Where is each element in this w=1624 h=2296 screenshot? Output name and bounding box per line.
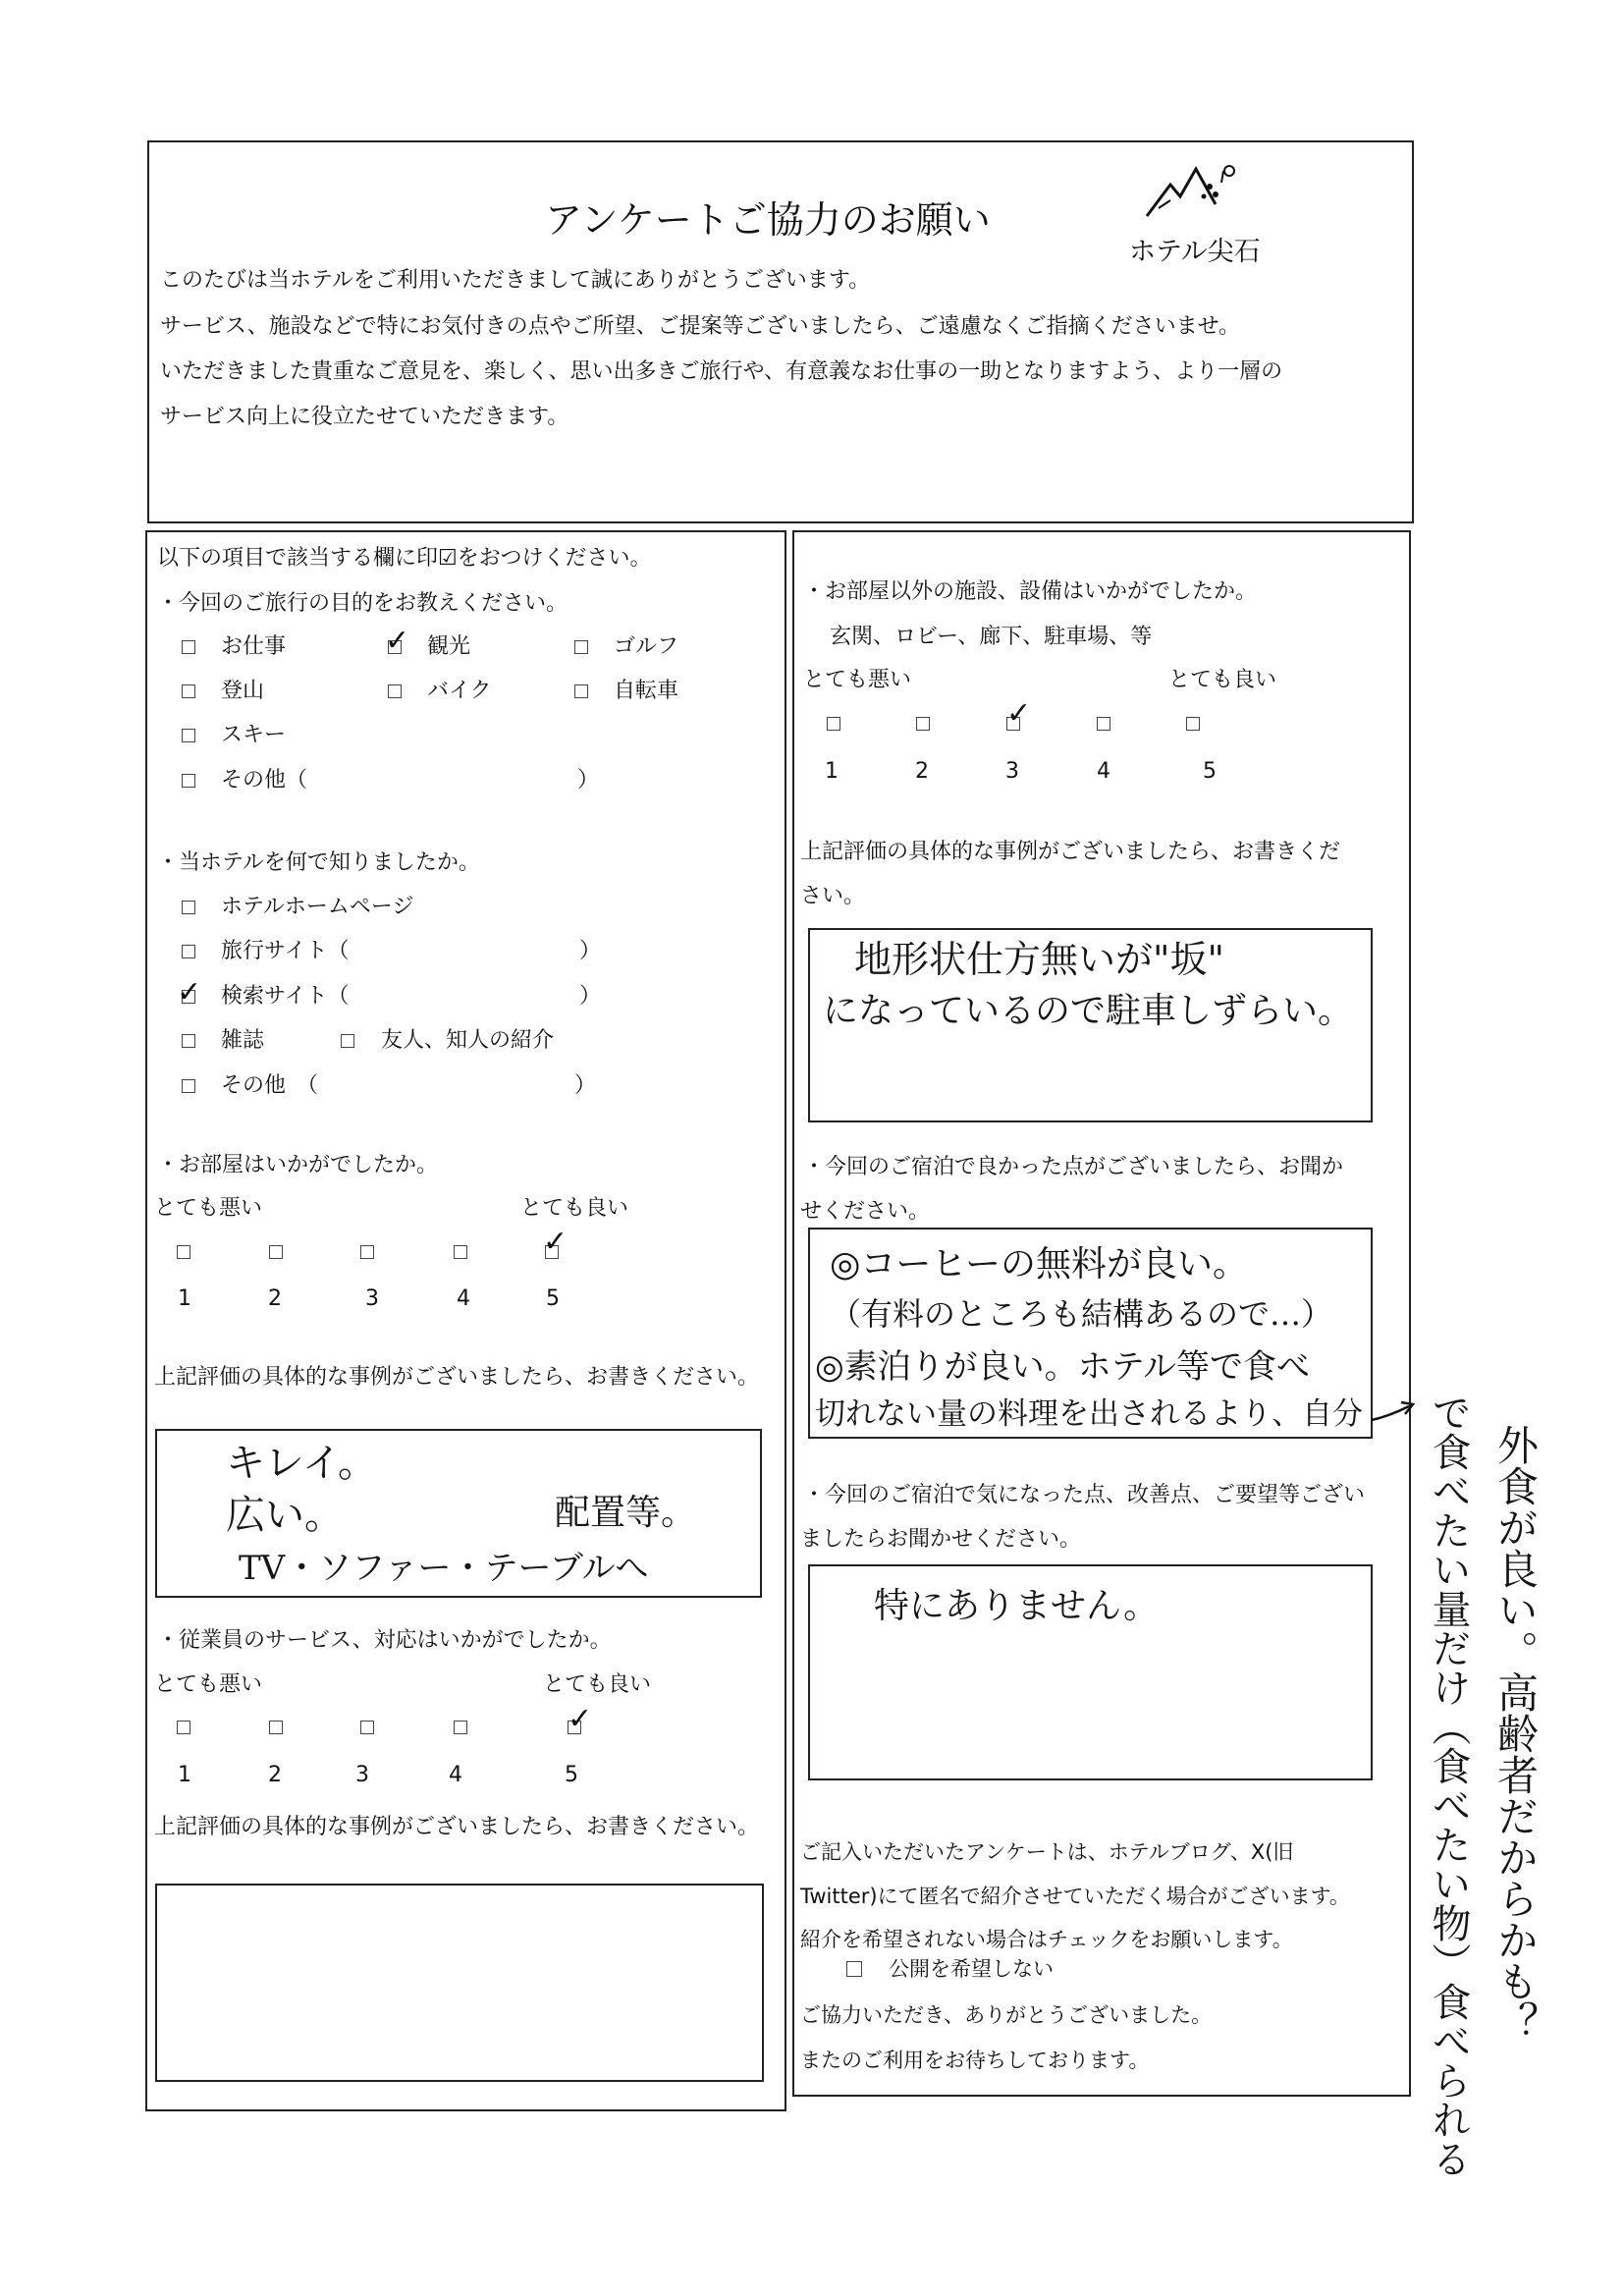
facility-examples: 玄関、ロビー、廊下、駐車場、等 bbox=[830, 625, 1153, 649]
notice-line-3: 紹介を希望されない場合はチェックをお願いします。 bbox=[800, 1928, 1293, 1951]
option-climbing: 登山 bbox=[221, 679, 265, 703]
facility-comment-line-2: になっているので駐車しずらい。 bbox=[823, 991, 1354, 1031]
option-ski: スキー bbox=[221, 723, 287, 747]
good-points-prompt-1: ・今回のご宿泊で良かった点がございましたら、お聞か bbox=[803, 1155, 1344, 1179]
intro-line-1: このたびは当ホテルをご利用いただきまして誠にありがとうございます。 bbox=[160, 268, 871, 293]
room-detail-prompt: 上記評価の具体的な事例がございましたら、お書きください。 bbox=[154, 1365, 760, 1390]
concern-prompt-2: ましたらお聞かせください。 bbox=[800, 1527, 1082, 1552]
facility-scale-5: 5 bbox=[1203, 759, 1217, 784]
facility-detail-prompt-2: さい。 bbox=[800, 884, 866, 908]
staff-scale-2: 2 bbox=[268, 1763, 282, 1787]
option-homepage: ホテルホームページ bbox=[221, 895, 414, 919]
concern-prompt-1: ・今回のご宿泊で気になった点、改善点、ご要望等ござい bbox=[803, 1483, 1366, 1507]
logo-text: ホテル尖石 bbox=[1129, 237, 1261, 267]
checkbox-source-other[interactable] bbox=[182, 1079, 195, 1093]
option-friend: 友人、知人の紹介 bbox=[381, 1028, 555, 1053]
facility-comment-line-1: 地形状仕方無いが"坂" bbox=[854, 938, 1224, 981]
option-magazine: 雑誌 bbox=[221, 1028, 265, 1053]
checkbox-purpose-other[interactable] bbox=[182, 774, 195, 788]
staff-checkbox-1[interactable] bbox=[177, 1721, 190, 1734]
option-bike: バイク bbox=[427, 679, 492, 703]
facility-checkbox-1[interactable] bbox=[827, 717, 840, 731]
option-search-site: 検索サイト（ bbox=[221, 984, 350, 1009]
checkbox-golf[interactable] bbox=[574, 640, 588, 654]
option-source-other-close: ） bbox=[574, 1073, 597, 1098]
facility-check-3-icon: ✓ bbox=[1006, 696, 1032, 731]
checkbox-magazine[interactable] bbox=[182, 1034, 195, 1048]
facility-high-label: とても良い bbox=[1168, 668, 1277, 692]
notice-line-1: ご記入いただいたアンケートは、ホテルブログ、X(旧 bbox=[800, 1840, 1294, 1864]
room-checkbox-2[interactable] bbox=[269, 1245, 283, 1259]
hotel-logo bbox=[1119, 157, 1276, 270]
staff-check-5-icon: ✓ bbox=[568, 1702, 593, 1736]
margin-note-column-2: 外食が良い。高齢者だからかも？ bbox=[1491, 1424, 1540, 2043]
staff-question: ・従業員のサービス、対応はいかがでしたか。 bbox=[157, 1628, 612, 1653]
facility-scale-1: 1 bbox=[825, 759, 839, 784]
thanks-line-1: ご協力いただき、ありがとうございました。 bbox=[800, 2003, 1213, 2027]
good-points-line-3: ◎素泊りが良い。ホテル等で食べ bbox=[815, 1347, 1310, 1387]
checkbox-bicycle[interactable] bbox=[574, 684, 588, 698]
staff-checkbox-2[interactable] bbox=[269, 1721, 283, 1734]
room-checkbox-4[interactable] bbox=[454, 1245, 467, 1259]
thanks-line-2: またのご利用をお待ちしております。 bbox=[800, 2049, 1150, 2072]
checkbox-ski[interactable] bbox=[182, 729, 195, 742]
facility-checkbox-2[interactable] bbox=[916, 717, 930, 731]
facility-scale-4: 4 bbox=[1097, 759, 1110, 784]
check-search-site-icon: ✓ bbox=[177, 975, 202, 1010]
facility-scale-3: 3 bbox=[1005, 759, 1019, 784]
intro-line-3: いただきました貴重なご意見を、楽しく、思い出多きご旅行や、有意義なお仕事の一助となりますよう、より一層の bbox=[160, 359, 1283, 384]
option-sightseeing: 観光 bbox=[427, 634, 471, 659]
staff-scale-5: 5 bbox=[565, 1763, 578, 1787]
room-scale-3: 3 bbox=[365, 1286, 379, 1311]
room-check-5-icon: ✓ bbox=[543, 1225, 568, 1259]
room-low-label: とても悪い bbox=[154, 1196, 263, 1221]
checkbox-friend[interactable] bbox=[341, 1034, 354, 1048]
checkbox-homepage[interactable] bbox=[182, 901, 195, 914]
good-points-prompt-2: せください。 bbox=[800, 1199, 931, 1224]
margin-note-column-1: で食べたい量だけ（食べたい物）食べられる bbox=[1426, 1393, 1471, 2178]
facility-checkbox-5[interactable] bbox=[1186, 717, 1200, 731]
facility-checkbox-4[interactable] bbox=[1097, 717, 1110, 731]
opt-out-checkbox[interactable] bbox=[846, 1961, 862, 1977]
room-comment-line-1: キレイ。 bbox=[226, 1441, 377, 1486]
opt-out-label: 公開を希望しない bbox=[889, 1957, 1054, 1981]
option-purpose-other-close: ） bbox=[577, 768, 600, 793]
intro-line-4: サービス向上に役立たせていただきます。 bbox=[160, 405, 569, 429]
room-scale-5: 5 bbox=[546, 1286, 560, 1311]
check-sightseeing-icon: ✓ bbox=[385, 624, 410, 658]
page-title: アンケートご協力のお願い bbox=[545, 198, 991, 242]
room-question: ・お部屋はいかがでしたか。 bbox=[157, 1153, 439, 1177]
option-travel-site: 旅行サイト（ bbox=[221, 939, 350, 963]
checkbox-climbing[interactable] bbox=[182, 684, 195, 698]
good-points-line-2: （有料のところも結構あるので…） bbox=[830, 1295, 1333, 1333]
purpose-question: ・今回のご旅行の目的をお教えください。 bbox=[157, 591, 568, 616]
room-comment-line-4: TV・ソファー・テーブルへ bbox=[239, 1549, 649, 1588]
good-points-line-4: 切れない量の料理を出されるより、自分 bbox=[815, 1396, 1363, 1432]
arrow-icon bbox=[1370, 1394, 1429, 1434]
checkbox-business[interactable] bbox=[182, 640, 195, 654]
concern-comment: 特にありません。 bbox=[874, 1586, 1160, 1626]
room-scale-1: 1 bbox=[178, 1286, 191, 1311]
room-checkbox-1[interactable] bbox=[177, 1245, 190, 1259]
option-source-other: その他 （ bbox=[221, 1073, 319, 1098]
staff-checkbox-3[interactable] bbox=[360, 1721, 374, 1734]
staff-detail-prompt: 上記評価の具体的な事例がございましたら、お書きください。 bbox=[154, 1815, 760, 1839]
mountain-logo-icon bbox=[1119, 157, 1276, 236]
option-golf: ゴルフ bbox=[614, 634, 679, 659]
staff-low-label: とても悪い bbox=[154, 1672, 263, 1697]
room-high-label: とても良い bbox=[520, 1196, 629, 1221]
staff-checkbox-4[interactable] bbox=[454, 1721, 467, 1734]
checkbox-travel-site[interactable] bbox=[182, 945, 195, 958]
good-points-line-1: ◎コーヒーの無料が良い。 bbox=[830, 1244, 1248, 1285]
staff-scale-3: 3 bbox=[355, 1763, 369, 1787]
option-search-site-close: ） bbox=[579, 984, 602, 1009]
instruction-text: 以下の項目で該当する欄に印☑をおつけください。 bbox=[157, 546, 652, 571]
staff-scale-1: 1 bbox=[178, 1763, 191, 1787]
source-question: ・当ホテルを何で知りましたか。 bbox=[157, 850, 480, 875]
option-business: お仕事 bbox=[221, 634, 287, 659]
facility-low-label: とても悪い bbox=[803, 668, 912, 692]
room-scale-2: 2 bbox=[268, 1286, 282, 1311]
staff-scale-4: 4 bbox=[449, 1763, 462, 1787]
option-bicycle: 自転車 bbox=[614, 679, 679, 703]
staff-high-label: とても良い bbox=[543, 1672, 652, 1697]
room-scale-4: 4 bbox=[457, 1286, 470, 1311]
intro-line-2: サービス、施設などで特にお気付きの点やご所望、ご提案等ございましたら、ご遠慮なくご指摘くださいませ。 bbox=[160, 314, 1241, 339]
option-travel-site-close: ） bbox=[579, 939, 602, 963]
room-comment-line-2: 広い。 bbox=[226, 1493, 344, 1538]
facility-detail-prompt-1: 上記評価の具体的な事例がございましたら、お書きくだ bbox=[800, 840, 1341, 864]
room-comment-line-3: 配置等。 bbox=[555, 1493, 697, 1533]
facility-question: ・お部屋以外の施設、設備はいかがでしたか。 bbox=[803, 579, 1258, 604]
checkbox-bike[interactable] bbox=[388, 684, 402, 698]
facility-scale-2: 2 bbox=[915, 759, 929, 784]
option-purpose-other: その他（ bbox=[221, 768, 308, 793]
notice-line-2: Twitter)にて匿名で紹介させていただく場合がございます。 bbox=[800, 1885, 1350, 1908]
staff-comment-box[interactable] bbox=[155, 1884, 764, 2082]
room-checkbox-3[interactable] bbox=[360, 1245, 374, 1259]
